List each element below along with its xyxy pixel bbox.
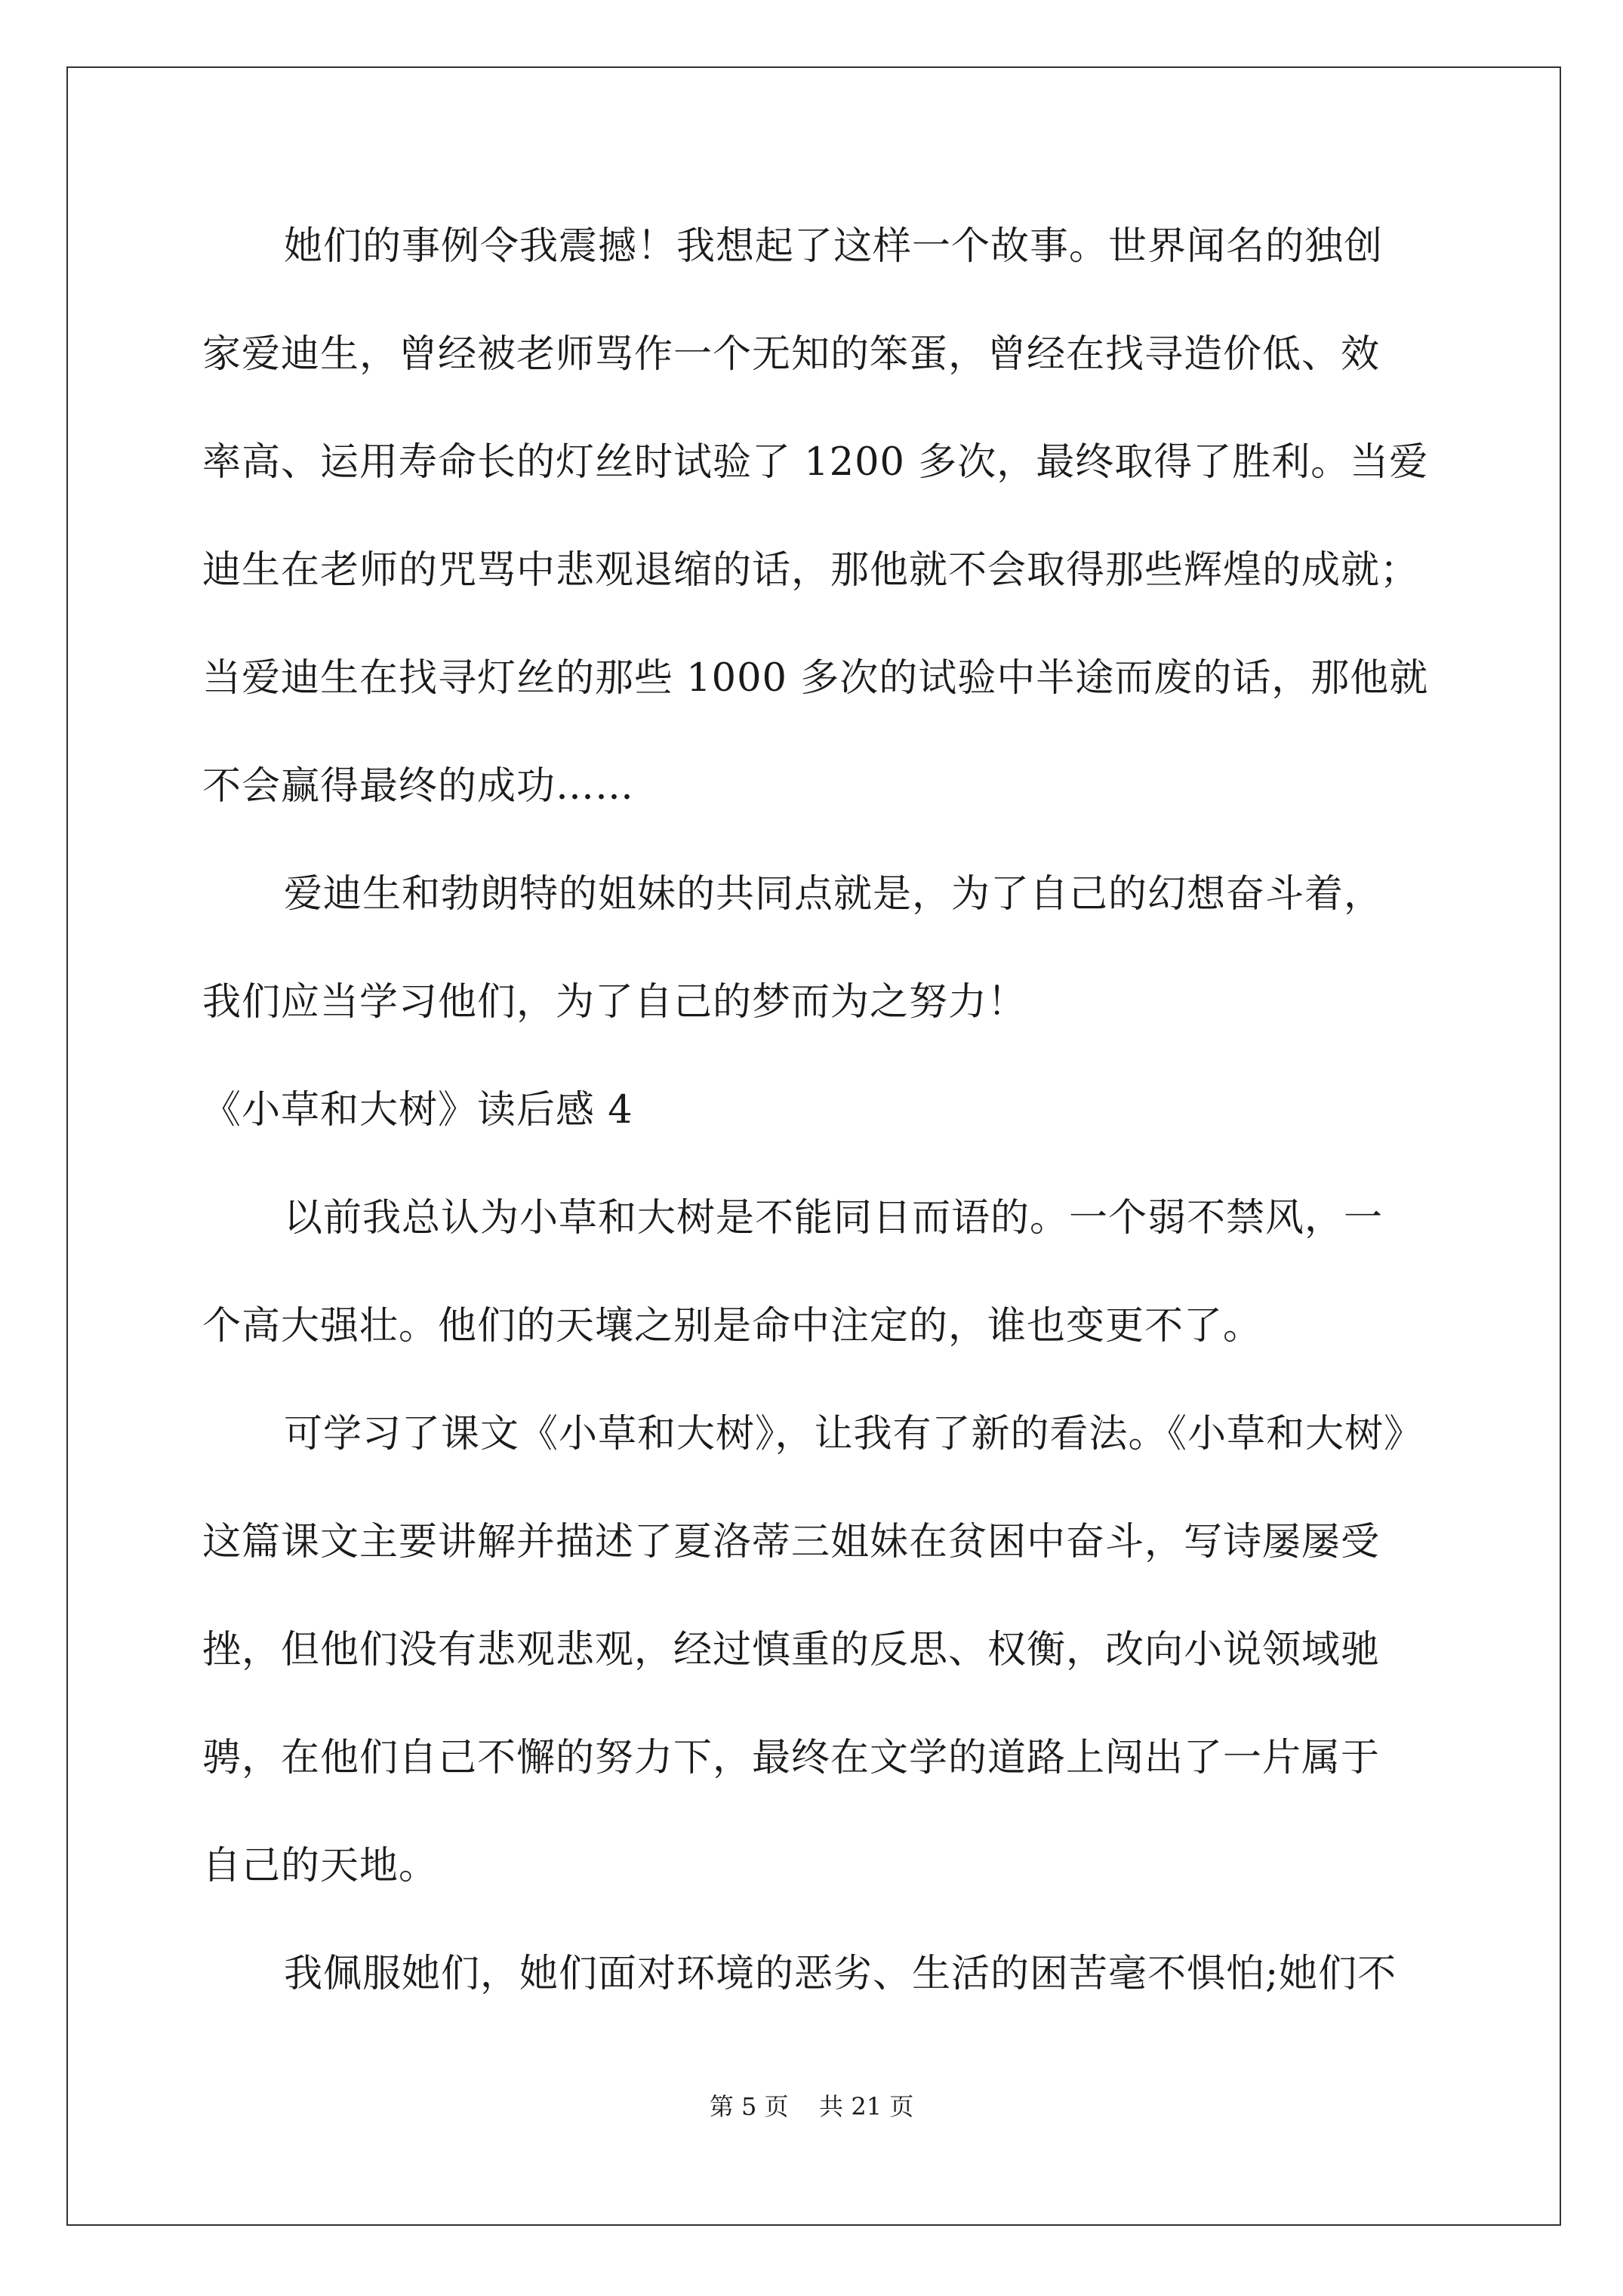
paragraph-line: 挫，但他们没有悲观悲观，经过慎重的反思、权衡，改向小说领域驰 (202, 1628, 1381, 1672)
paragraph-line: 不会赢得最终的成功…… (202, 764, 635, 809)
document-body (202, 193, 1427, 2028)
paragraph-line: 我佩服她们，她们面对环境的恶劣、生活的困苦毫不惧怕;她们不 (284, 1952, 1397, 1996)
paragraph-line: 她们的事例令我震撼！我想起了这样一个故事。世界闻名的独创 (284, 224, 1384, 269)
paragraph-line: 率高、运用寿命长的灯丝时试验了 1200 多次，最终取得了胜利。当爱 (202, 440, 1429, 485)
paragraph-line: 这篇课文主要讲解并描述了夏洛蒂三姐妹在贫困中奋斗，写诗屡屡受 (202, 1520, 1381, 1564)
paragraph-line: 骋，在他们自己不懈的努力下，最终在文学的道路上闯出了一片属于 (202, 1736, 1381, 1780)
paragraph-line: 自己的天地。 (202, 1844, 439, 1888)
paragraph-line: 家爱迪生，曾经被老师骂作一个无知的笨蛋，曾经在找寻造价低、效 (202, 332, 1381, 377)
page-number-footer: 第 5 页 共 21 页 (709, 2092, 914, 2121)
paragraph-line: 个高大强壮。他们的天壤之别是命中注定的，谁也变更不了。 (202, 1304, 1263, 1348)
paragraph-line: 以前我总认为小草和大树是不能同日而语的。一个弱不禁风，一 (284, 1196, 1384, 1240)
paragraph-line: 可学习了课文《小草和大树》，让我有了新的看法。《小草和大树》 (284, 1412, 1424, 1456)
paragraph-line: 我们应当学习他们，为了自己的梦而为之努力！ (202, 980, 1027, 1025)
paragraph-line: 爱迪生和勃朗特的姐妹的共同点就是，为了自己的幻想奋斗着， (284, 872, 1384, 917)
paragraph-line: 迪生在老师的咒骂中悲观退缩的话，那他就不会取得那些辉煌的成就； (202, 548, 1420, 593)
paragraph-line: 当爱迪生在找寻灯丝的那些 1000 多次的试验中半途而废的话，那他就 (202, 656, 1429, 701)
section-heading: 《小草和大树》读后感 4 (202, 1088, 633, 1133)
